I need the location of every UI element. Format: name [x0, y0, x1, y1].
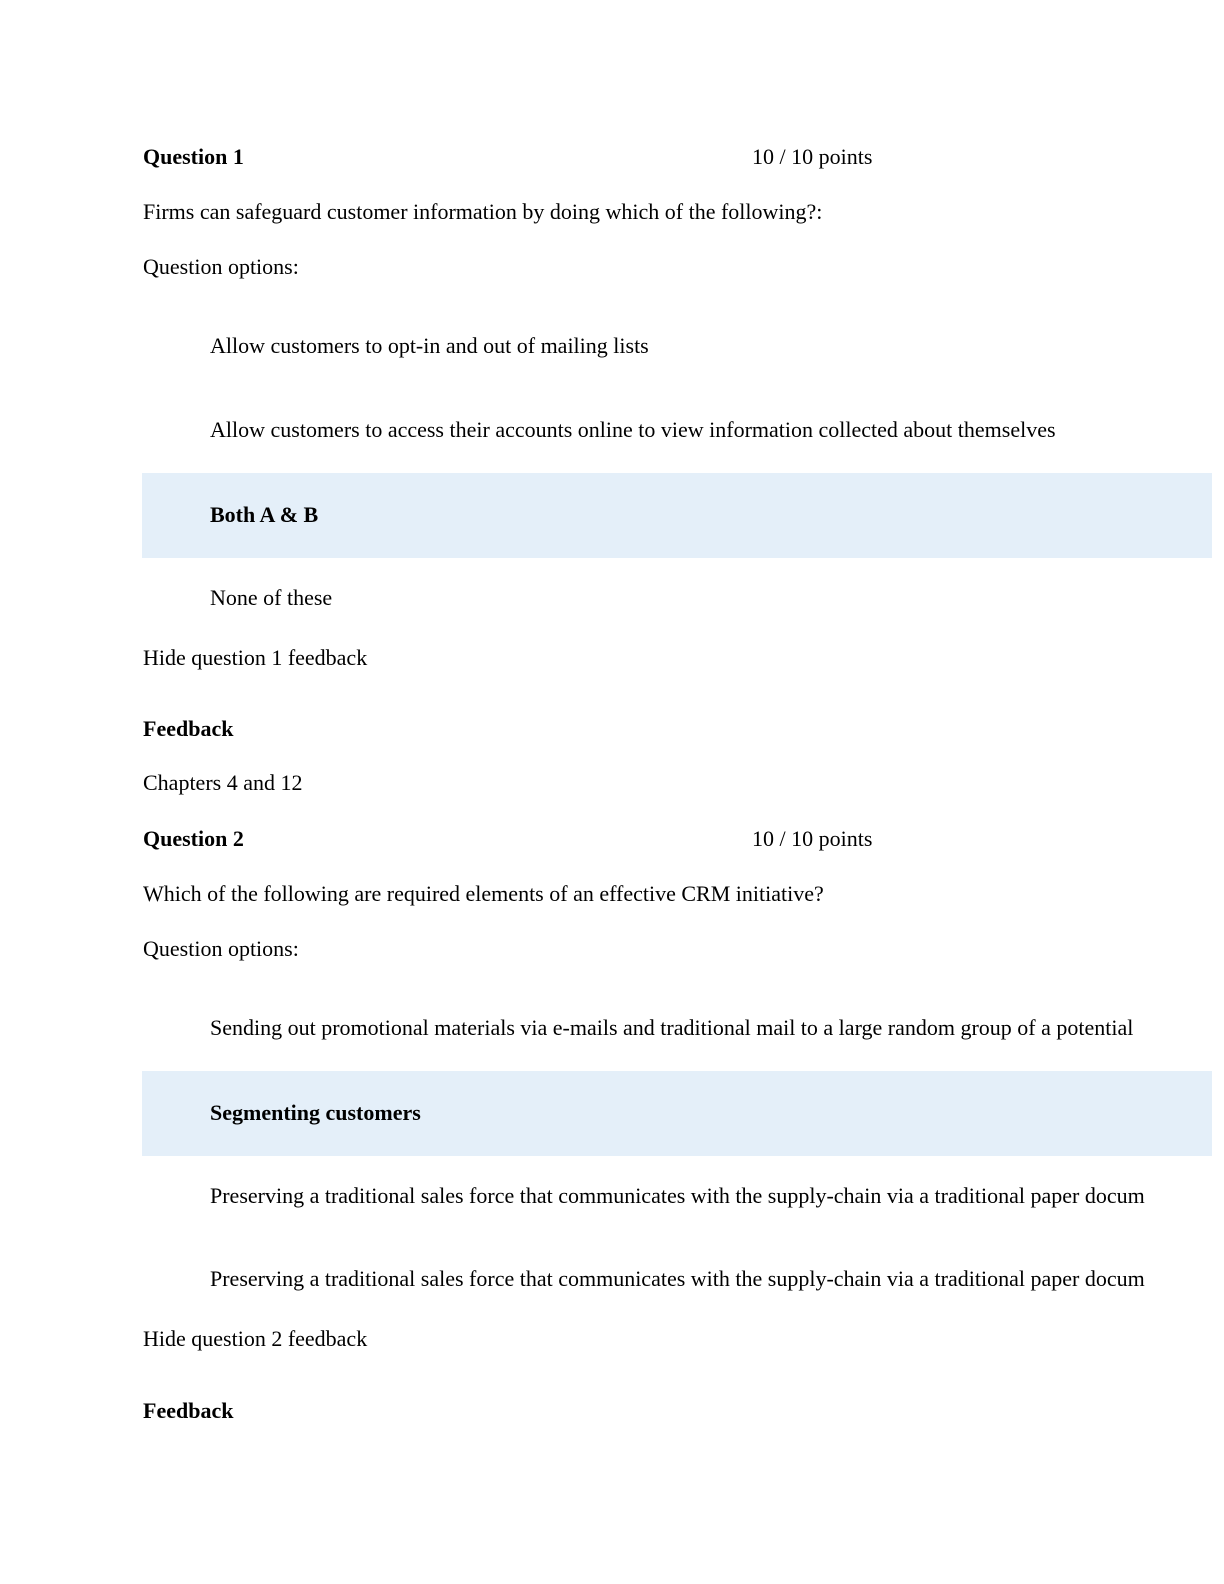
- question-1-option-a[interactable]: Allow customers to opt-in and out of mailing lists: [210, 333, 649, 358]
- question-1-option-d[interactable]: None of these: [210, 585, 333, 610]
- question-2-option-d[interactable]: Preserving a traditional sales force that communicates with the supply-chain via a traditional paper docum: [210, 1266, 1145, 1291]
- question-1-feedback-text: Chapters 4 and 12: [143, 770, 303, 795]
- question-2-prompt: Which of the following are required elements of an effective CRM initiative?: [143, 881, 824, 906]
- question-2-points: 10 / 10 points: [752, 826, 873, 851]
- question-2-option-a[interactable]: Sending out promotional materials via e-mails and traditional mail to a large random group of a potential: [210, 1015, 1134, 1040]
- question-1-title: Question 1: [143, 144, 244, 169]
- question-1-hide-feedback-link[interactable]: Hide question 1 feedback: [143, 645, 368, 670]
- question-1-prompt: Firms can safeguard customer information by doing which of the following?:: [143, 199, 823, 224]
- question-1-option-c-selected[interactable]: Both A & B: [210, 502, 319, 527]
- question-1-options-label: Question options:: [143, 254, 299, 279]
- question-1-points: 10 / 10 points: [752, 144, 873, 169]
- question-2-feedback-heading: Feedback: [143, 1398, 234, 1423]
- question-2-options-label: Question options:: [143, 936, 299, 961]
- question-2-title: Question 2: [143, 826, 244, 851]
- question-1-option-b[interactable]: Allow customers to access their accounts online to view information collected about themselves: [210, 417, 1056, 442]
- question-1-feedback-heading: Feedback: [143, 716, 234, 741]
- question-2-hide-feedback-link[interactable]: Hide question 2 feedback: [143, 1326, 368, 1351]
- question-2-option-c[interactable]: Preserving a traditional sales force that communicates with the supply-chain via a traditional paper docum: [210, 1183, 1145, 1208]
- question-2-option-b-selected[interactable]: Segmenting customers: [210, 1100, 421, 1125]
